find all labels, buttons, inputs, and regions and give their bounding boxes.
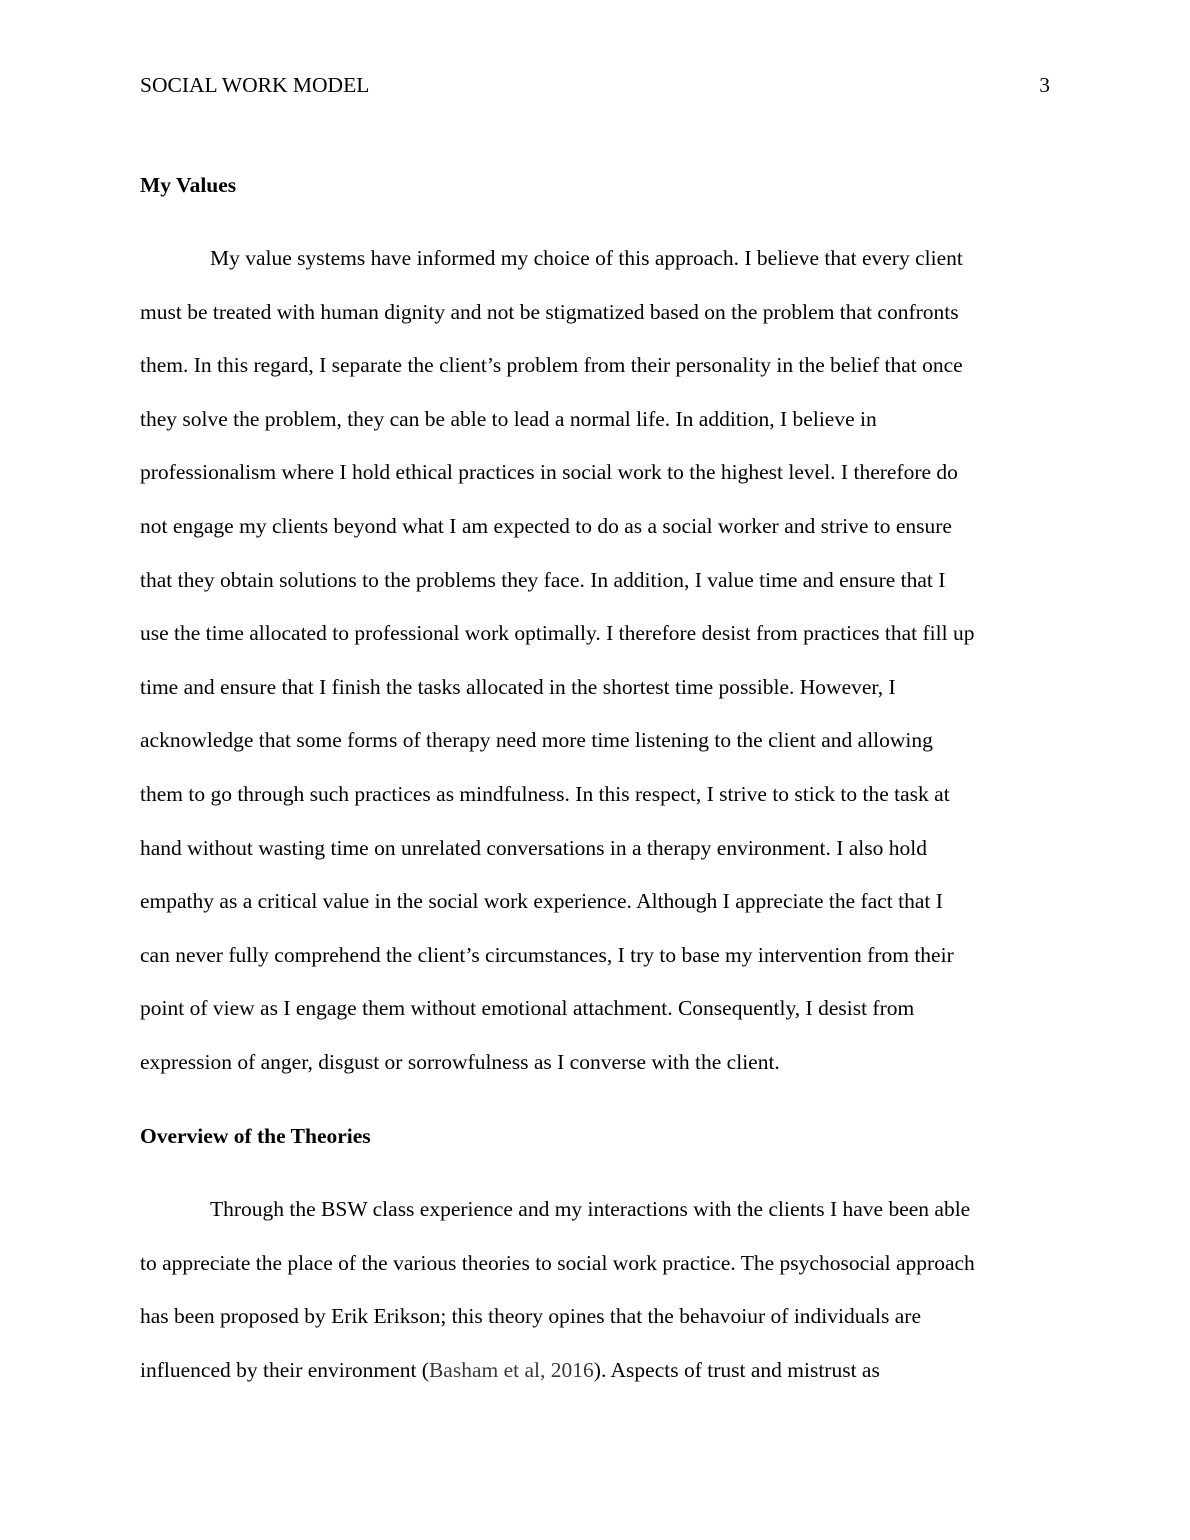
paragraph-line: time and ensure that I finish the tasks allocated in the shortest time possible. However, I	[140, 674, 896, 699]
section-heading-my-values: My Values	[140, 173, 237, 197]
paragraph-overview-of-theories	[140, 1194, 1050, 1408]
paragraph-line: use the time allocated to professional work optimally. I therefore desist from practices that fill up	[140, 621, 975, 646]
paragraph-line: point of view as I engage them without emotional attachment. Consequently, I desist from	[140, 996, 915, 1021]
paragraph-line: to appreciate the place of the various theories to social work practice. The psychosocial approach	[140, 1250, 975, 1275]
paragraph-my-values	[140, 243, 1050, 1101]
line-text-after-citation: ). Aspects of trust and mistrust as	[593, 1357, 880, 1382]
paragraph-line: My value systems have informed my choice of this approach. I believe that every client	[210, 246, 963, 270]
running-head-title: SOCIAL WORK MODEL	[140, 73, 370, 97]
paragraph-line: empathy as a critical value in the social work experience. Although I appreciate the fact that I	[140, 889, 943, 914]
paragraph-line: that they obtain solutions to the problems they face. In addition, I value time and ensure that I	[140, 567, 946, 592]
paragraph-line: hand without wasting time on unrelated conversations in a therapy environment. I also hold	[140, 835, 927, 860]
paragraph-line: not engage my clients beyond what I am expected to do as a social worker and strive to ensure	[140, 513, 952, 538]
line-text-before-citation: influenced by their environment (	[140, 1357, 429, 1382]
paragraph-line: them. In this regard, I separate the client’s problem from their personality in the belief that once	[140, 353, 963, 378]
page-number: 3	[1039, 73, 1050, 97]
paragraph-line: they solve the problem, they can be able to lead a normal life. In addition, I believe in	[140, 406, 877, 431]
running-header	[140, 70, 1050, 100]
paragraph-line: acknowledge that some forms of therapy need more time listening to the client and allowing	[140, 728, 933, 753]
paragraph-line: Through the BSW class experience and my interactions with the clients I have been able	[210, 1197, 971, 1221]
paragraph-line: can never fully comprehend the client’s circumstances, I try to base my intervention from their	[140, 942, 954, 967]
paragraph-line: has been proposed by Erik Erikson; this theory opines that the behavoiur of individuals are	[140, 1304, 921, 1329]
paragraph-line: must be treated with human dignity and not be stigmatized based on the problem that confronts	[140, 299, 959, 324]
paragraph-line: expression of anger, disgust or sorrowfulness as I converse with the client.	[140, 1049, 780, 1074]
paragraph-line: professionalism where I hold ethical practices in social work to the highest level. I therefore do	[140, 460, 958, 485]
section-heading-overview-of-theories: Overview of the Theories	[140, 1124, 371, 1148]
citation-basham-2016: Basham et al, 2016	[428, 1357, 594, 1382]
paragraph-line-with-citation	[140, 1355, 1050, 1409]
paragraph-line: them to go through such practices as mindfulness. In this respect, I strive to stick to the task at	[140, 781, 950, 806]
